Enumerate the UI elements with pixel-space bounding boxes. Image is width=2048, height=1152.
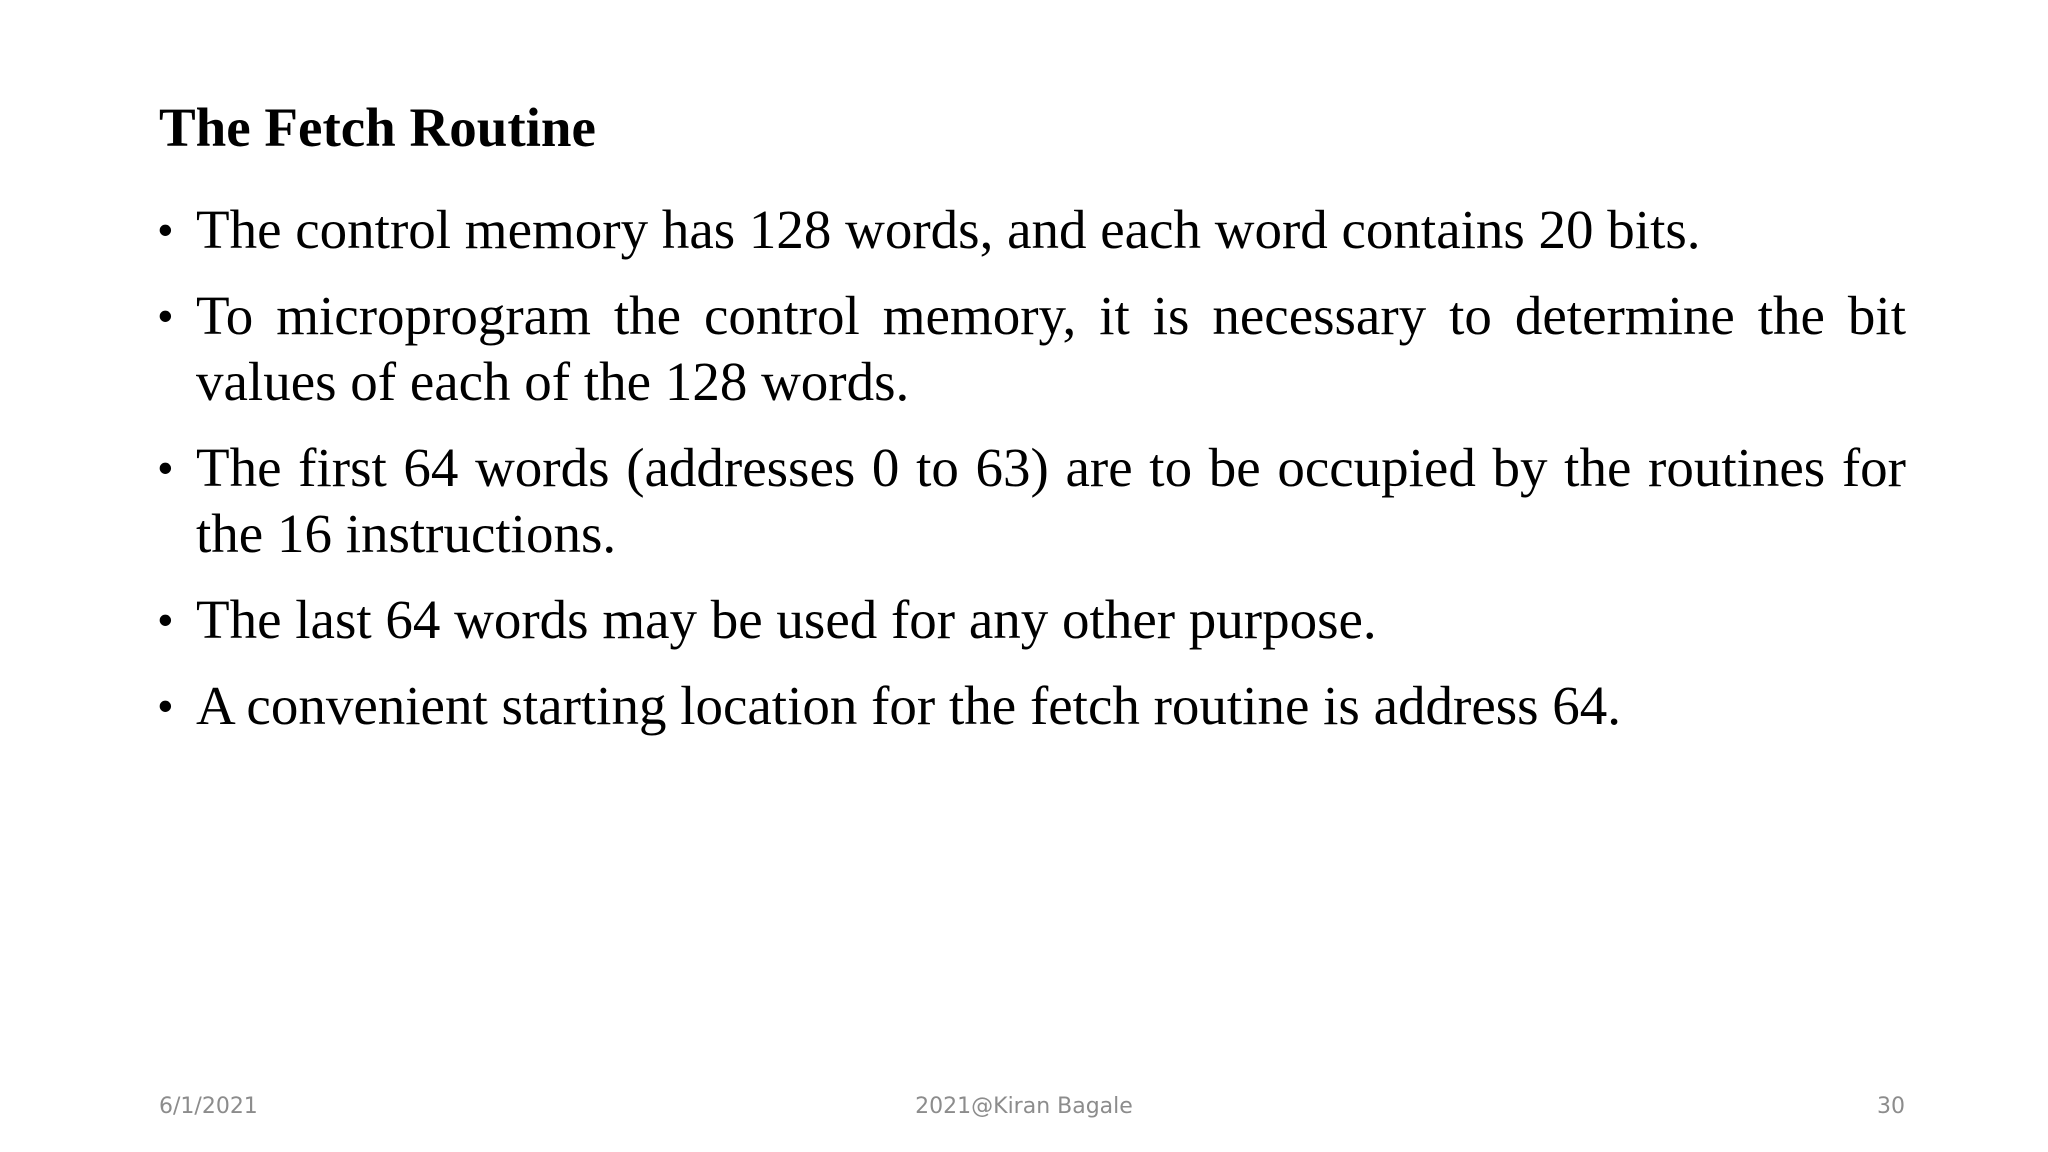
footer-page-number: 30 <box>1877 1094 1905 1119</box>
bullet-icon: • <box>158 292 173 339</box>
bullet-text: A convenient starting location for the fetch routine is address 64. <box>196 675 1622 736</box>
footer-date: 6/1/2021 <box>159 1094 258 1119</box>
bullet-icon: • <box>158 682 173 729</box>
bullet-icon: • <box>158 444 173 491</box>
bullet-text: To microprogram the control memory, it is necessary to determine the bit values of each of the 128 words. <box>196 285 1906 412</box>
bullet-list <box>158 197 1906 759</box>
bullet-text: The control memory has 128 words, and each word contains 20 bits. <box>196 199 1701 260</box>
bullet-icon: • <box>158 206 173 253</box>
bullet-icon: • <box>158 596 173 643</box>
bullet-item <box>158 435 1906 567</box>
bullet-text: The last 64 words may be used for any other purpose. <box>196 589 1377 650</box>
bullet-text: The first 64 words (addresses 0 to 63) are to be occupied by the routines for the 16 instructions. <box>196 437 1906 564</box>
bullet-item <box>158 587 1906 653</box>
bullet-item <box>158 197 1906 263</box>
bullet-item <box>158 283 1906 415</box>
bullet-item <box>158 673 1906 739</box>
slide-title: The Fetch Routine <box>159 97 596 158</box>
footer-author: 2021@Kiran Bagale <box>915 1094 1133 1119</box>
